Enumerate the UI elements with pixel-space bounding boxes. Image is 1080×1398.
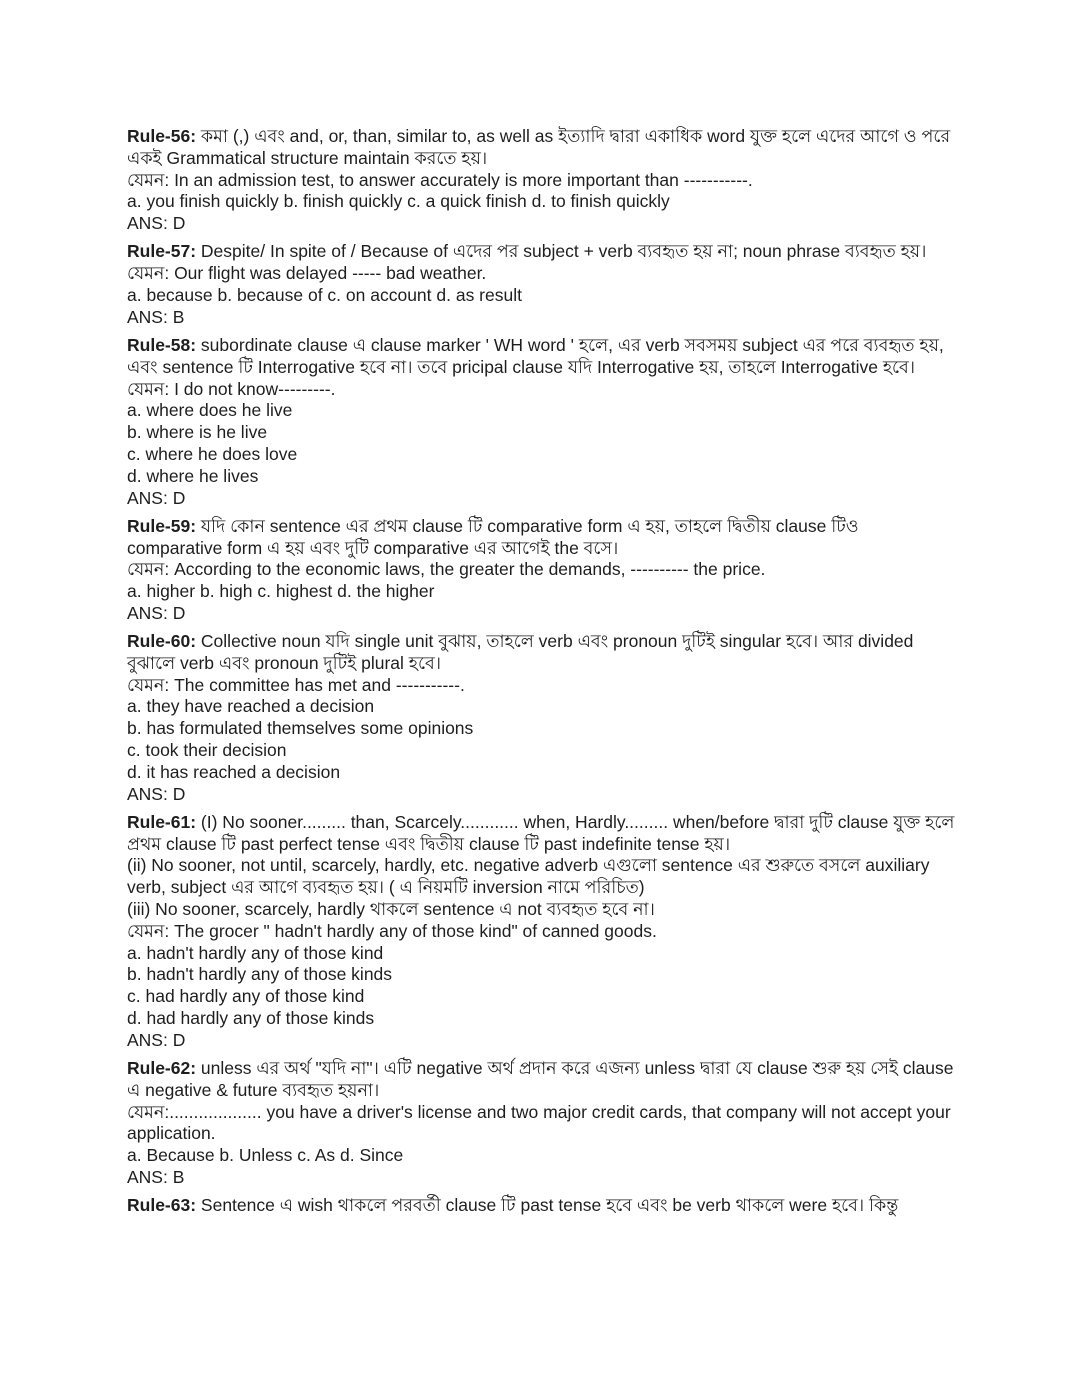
options-line: a. higher b. high c. highest d. the higher	[127, 581, 435, 602]
example-line: যেমন: Our flight was delayed ----- bad weather.	[127, 263, 487, 284]
rule-name: Rule-56:	[127, 126, 197, 146]
rule-61	[127, 812, 957, 1052]
options-line: a. you finish quickly b. finish quickly c. a quick finish d. to finish quickly	[127, 191, 670, 212]
option-c: c. had hardly any of those kind	[127, 986, 365, 1007]
rule-text: যদি কোন sentence এর প্রথম clause টি comparative form এ হয়, তাহলে দ্বিতীয় clause টিও comparative form এ হয় এবং দুটি comparative এর আগেই the বসে।	[127, 515, 859, 558]
option-b: b. where is he live	[127, 422, 268, 443]
option-c: c. where he does love	[127, 443, 298, 464]
rule-heading	[127, 241, 957, 263]
rule-56	[127, 126, 957, 235]
option-b: b. has formulated themselves some opinions	[127, 718, 474, 739]
options-line: a. Because b. Unless c. As d. Since	[127, 1145, 404, 1166]
rule-heading	[127, 1058, 957, 1102]
rule-text: unless এর অর্থ "যদি না"। এটি negative অর্থ প্রদান করে এজন্য unless দ্বারা যে clause শুরু হয় সেই clause এ negative & future ব্যবহৃত হয়না।	[127, 1058, 954, 1100]
option-d: d. where he lives	[127, 465, 259, 486]
rule-name: Rule-62:	[127, 1058, 197, 1079]
rule-text: subordinate clause এ clause marker ' WH word ' হলে, এর verb সবসময় subject এর পরে ব্যবহৃত হয়, এবং sentence টি Interrogative হবে না। তবে pricipal clause যদি Interrogative হয়, তাহলে Interrogative হবে।	[127, 334, 944, 377]
sub-rule-iii: (iii) No sooner, scarcely, hardly থাকলে sentence এ not ব্যবহৃত হবে না।	[127, 899, 655, 920]
rule-58	[127, 335, 957, 509]
sub-rule-ii: (ii) No sooner, not until, scarcely, hardly, etc. negative adverb এগুলো sentence এর শুরুতে বসলে auxiliary verb, subject এর আগে ব্যবহৃত হয়। ( এ নিয়মটি inversion নামে পরিচিত)	[127, 855, 930, 898]
option-a: a. where does he live	[127, 400, 293, 421]
rule-heading	[127, 1195, 957, 1217]
example-line: যেমন: In an admission test, to answer accurately is more important than -----------.	[127, 169, 753, 190]
example-line: যেমন: I do not know---------.	[127, 378, 336, 399]
example-line: যেমন:................... you have a driver's license and two major credit cards, that company will not accept your application.	[127, 1101, 951, 1144]
rule-name: Rule-58:	[127, 334, 197, 355]
rule-heading	[127, 516, 957, 560]
rule-60	[127, 631, 957, 805]
rule-heading	[127, 631, 957, 675]
option-a: a. hadn't hardly any of those kind	[127, 942, 384, 963]
rule-text: কমা (,) এবং and, or, than, similar to, as well as ইত্যাদি দ্বারা একাধিক word যুক্ত হলে এদের আগে ও পরে একই Grammatical structure maintain করতে হয়।	[127, 126, 951, 168]
rule-62	[127, 1058, 957, 1189]
document-page	[127, 126, 957, 1223]
answer-line: ANS: D	[127, 213, 186, 234]
answer-line: ANS: D	[127, 783, 186, 804]
rule-name: Rule-60:	[127, 631, 197, 652]
option-c: c. took their decision	[127, 740, 287, 761]
answer-line: ANS: D	[127, 1029, 186, 1050]
answer-line: ANS: D	[127, 602, 186, 623]
option-b: b. hadn't hardly any of those kinds	[127, 964, 393, 985]
rule-heading	[127, 335, 957, 379]
rule-name: Rule-57:	[127, 241, 197, 262]
options-line: a. because b. because of c. on account d. as result	[127, 284, 522, 305]
answer-line: ANS: B	[127, 1167, 185, 1187]
rule-name: Rule-61:	[127, 811, 197, 832]
answer-line: ANS: B	[127, 306, 185, 327]
example-line: যেমন: According to the economic laws, the greater the demands, ---------- the price.	[127, 559, 766, 580]
example-line: যেমন: The committee has met and -----------.	[127, 674, 465, 695]
rule-name: Rule-59:	[127, 515, 197, 536]
option-d: d. had hardly any of those kinds	[127, 1008, 375, 1029]
rule-text: Sentence এ wish থাকলে পরবর্তী clause টি past tense হবে এবং be verb থাকলে were হবে। কিন্তু	[200, 1195, 899, 1216]
rule-heading	[127, 126, 957, 170]
rule-text: Collective noun যদি single unit বুঝায়, তাহলে verb এবং pronoun দুটিই singular হবে। আর divided বুঝালে verb এবং pronoun দুটিই plural হবে।	[127, 631, 914, 673]
example-line: যেমন: The grocer " hadn't hardly any of those kind" of canned goods.	[127, 920, 657, 941]
option-a: a. they have reached a decision	[127, 696, 375, 717]
rule-text: (I) No sooner......... than, Scarcely............ when, Hardly......... when/before দ্বারা দুটি clause যুক্ত হলে প্রথম clause টি past perfect tense এবং দ্বিতীয় clause টি past indefinite tense হয়।	[127, 811, 955, 854]
rule-57	[127, 241, 957, 328]
rule-heading	[127, 812, 957, 856]
rule-63	[127, 1195, 957, 1217]
rule-59	[127, 516, 957, 625]
answer-line: ANS: D	[127, 487, 186, 508]
option-d: d. it has reached a decision	[127, 761, 341, 782]
rule-text: Despite/ In spite of / Because of এদের পর subject + verb ব্যবহৃত হয় না; noun phrase ব্যবহৃত হয়।	[200, 241, 927, 262]
rule-name: Rule-63:	[127, 1195, 197, 1216]
